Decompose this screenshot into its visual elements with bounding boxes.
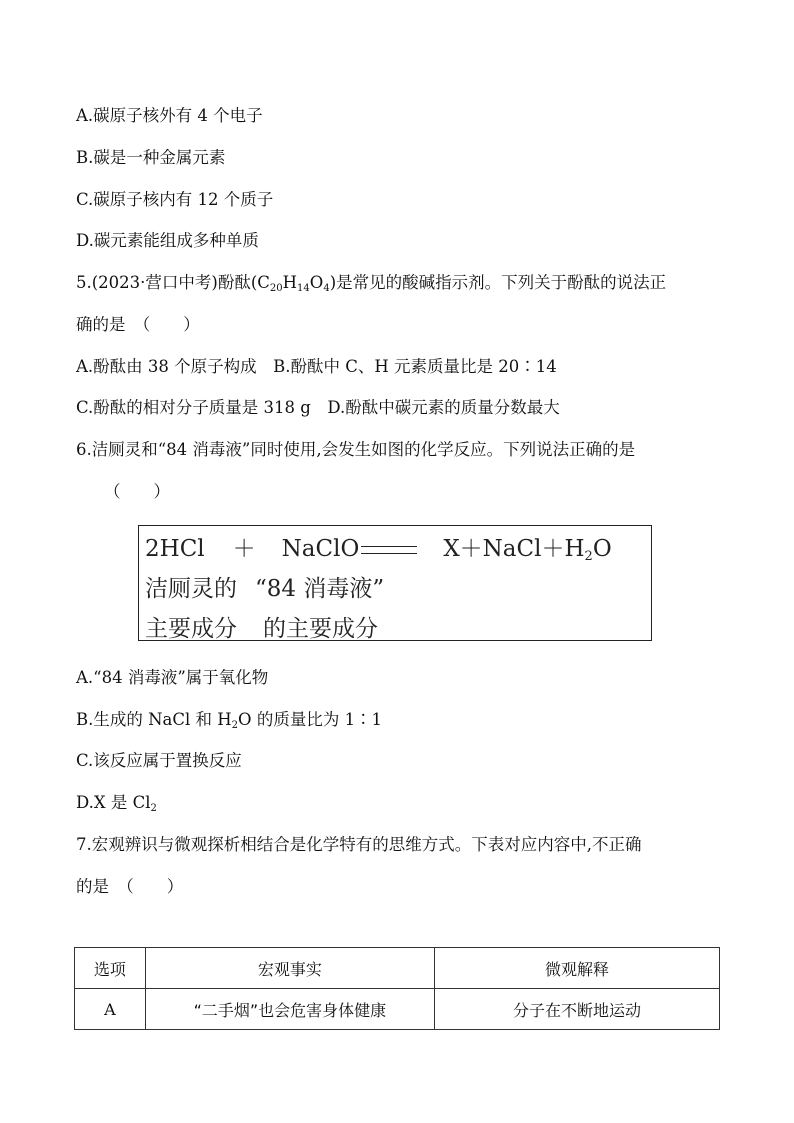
q6-stem: 6.洁厕灵和“84 消毒液”同时使用,会发生如图的化学反应。下列说法正确的是 xyxy=(76,440,636,459)
q4-option-c: C.碳原子核内有 12 个质子 xyxy=(76,190,274,209)
equation-label-row2: 主要成分 的主要成分 xyxy=(145,616,378,642)
q5-options-ab: A.酚酞由 38 个原子构成 B.酚酞中 C、H 元素质量比是 20∶14 xyxy=(76,357,557,376)
cell-option: A xyxy=(75,989,146,1030)
table-row xyxy=(75,989,720,1030)
q5-stem: 5.(2023·营口中考)酚酞$(C_{20}H_{14}O_4)$是常见的酸碱指示剂。下列关于酚酞的说法正 xyxy=(76,273,667,294)
q6-answer-paren: （ ） xyxy=(104,482,170,501)
reactant-hcl: 2HCl xyxy=(145,536,205,562)
q5-stem-line2: 确的是 （ ） xyxy=(76,315,200,334)
equation-label-row1: 洁厕灵的 “84 消毒液” xyxy=(145,576,385,602)
header-option: 选项 xyxy=(75,948,146,989)
cell-macro-fact: “二手烟”也会危害身体健康 xyxy=(145,989,434,1030)
equals-sign xyxy=(361,546,417,554)
q4-option-a: A.碳原子核外有 4 个电子 xyxy=(76,106,263,125)
q6-option-a: A.“84 消毒液”属于氧化物 xyxy=(76,668,269,687)
equation-row: 2HCl ＋ NaClO $X+NaCl+H_2O$ xyxy=(145,536,612,564)
reactant-naclo: NaClO xyxy=(281,536,360,562)
q7-stem: 7.宏观辨识与微观探析相结合是化学特有的思维方式。下表对应内容中,不正确 xyxy=(76,835,642,854)
products: X＋NaCl＋H xyxy=(443,536,585,562)
q6-option-c: C.该反应属于置换反应 xyxy=(76,751,242,770)
q6-option-b: B.生成的 NaCl 和 $H_2O$ 的质量比为 1∶1 xyxy=(76,710,383,731)
header-micro-explanation: 微观解释 xyxy=(434,948,719,989)
q6-option-d: D.X 是 $Cl_2$ xyxy=(76,793,157,814)
q7-stem-line2: 的是 （ ） xyxy=(76,877,184,896)
table-header-row xyxy=(75,948,720,989)
q4-option-d: D.碳元素能组成多种单质 xyxy=(76,231,259,250)
header-macro-fact: 宏观事实 xyxy=(145,948,434,989)
cell-micro-explanation: 分子在不断地运动 xyxy=(434,989,719,1030)
q7-table xyxy=(74,947,720,1030)
plus-sign: ＋ xyxy=(232,536,256,562)
q5-options-cd: C.酚酞的相对分子质量是 318 g D.酚酞中碳元素的质量分数最大 xyxy=(76,398,560,417)
q4-option-b: B.碳是一种金属元素 xyxy=(76,148,226,167)
reaction-equation-box xyxy=(138,525,652,641)
